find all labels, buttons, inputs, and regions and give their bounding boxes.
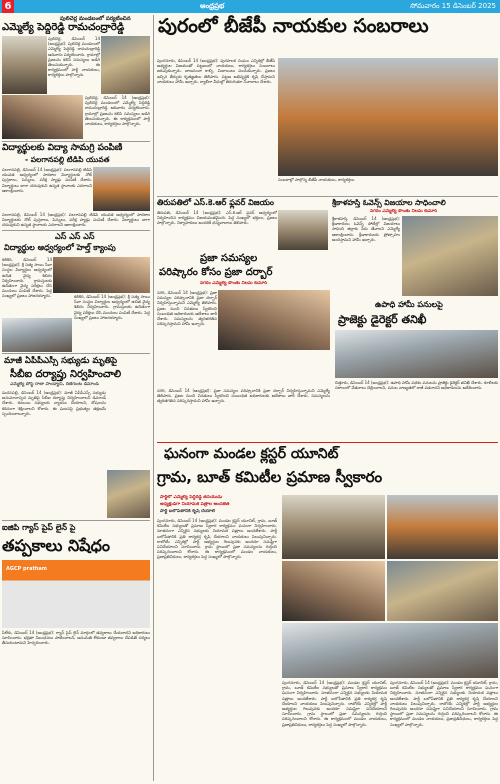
banner-sub3: పార్టీ బలోపేతానికి కృషి చేయాలి [160,509,216,514]
banner-photo-5 [282,623,498,678]
banner-body: పుంగనూరు, డిసెంబర్ 14 (ఆంధ్రప్రభ): మండల క్లస్టర్ యూనిట్, గ్రామ, బూత్ కమిటీల సభ్యులతో ప్రమాణ స్వీకార కార్యక్రమం ఘనంగా నిర్వహించారు. నూతనంగా ఎన్నికైన సభ్యులకు నియామక పత్రాలు అందజేశారు. పార్టీ బలోపేతానికి ప్రతి కార్యకర్త కృషి చేయాలని నాయకులు పిలుపునిచ్చారు. రాబోయే ఎన్నికల్లో పార్టీ అభ్యర్థుల గెలుపునకు అందరూ సమష్టిగా పనిచేయాలని సూచించారు. గ్రామ స్థాయిలో ప్రజా సమస్యలను గుర్తించి పరిష్కరించాలని కోరారు. ఈ కార్యక్రమంలో మండల నాయకులు, ప్రజాప్రతినిధులు, కార్యకర్తలు పెద్ద సంఖ్యలో పాల్గొన్నారు. [157,518,277,560]
gas-station-photo [2,560,150,628]
lead-caption: సంబరాల్లో పాల్గొన్న బీజేపీ నాయకులు, కార్యకర్తలు [278,177,355,182]
story1-photo-bottom [2,95,83,139]
story4-photo [107,470,150,518]
banner-sub2: అధ్యక్షుడిగా నియామక పత్రాల అందజేత [160,502,230,507]
story2-body: పలగానపల్లి, డిసెంబర్ 14 (ఆంధ్రప్రభ): పలగానపల్లి టిడిపి యువత ఆధ్వర్యంలో పాఠశాల విద్యార్థులకు నోట్ పుస్తకాలు, పెన్నులు, పరీక్ష ప్యాడ్లు పంపిణీ చేశారు. విద్యార్థులు బాగా చదువుకుని ఉన్నత స్థానాలకు ఎదగాలని ఆకాంక్షించారు. [2,167,92,193]
lead-body: పుంగనూరు, డిసెంబర్ 14 (ఆంధ్రప్రభ): పురపాలక సంఘం ఎన్నికల్లో బీజేపీ అభ్యర్థుల విజయంతో పట్టణంలో నాయకులు, కార్యకర్తలు సంబరాలు జరుపుకున్నారు. బాణసంచా కాల్చి, మిఠాయిలు పంచుకున్నారు. ప్రజలు ఇచ్చిన తీర్పుకు కృతజ్ఞతలు తెలిపారు. పట్టణ అభివృద్ధికి కృషి చేస్తామని నాయకులు హామీ ఇచ్చారు. ర్యాలీగా వీధుల్లో తిరుగుతూ నినాదాలు చేశారు. [157,58,275,84]
story3-photo-top [53,257,150,293]
banner-line2: గ్రామ, బూత్ కమిటీల ప్రమాణ స్వీకారం [157,468,383,486]
story-c-subhead: నగరం ఎమ్మెల్యే పొంతు నీలమ్ కుమార్ [200,281,268,286]
story-d-headline2: ప్రాజెక్టు డైరెక్టర్ తనిఖీ [338,313,427,326]
story-b-body: శ్రీకాళహస్తి, డిసెంబర్ 14 (ఆంధ్రప్రభ): క్రీడాకారులు ఓవెన్స్ పోటీల్లో విజయాలు సాధించి జిల్లాకు పేరు తేవాలని ఎమ్మెల్యే ఆకాంక్షించారు. క్రీడాకారులకు ప్రోత్సాహం అందిస్తామని హామీ ఇచ్చారు. [332,216,400,242]
story-d-headline1: ఉపాధి హామీ పనులపై [375,300,443,309]
story1-photo-right [101,36,150,94]
story-b-headline: శ్రీకాళహస్తి ఓవెన్స్ విజయాల సాధించాలి [332,198,446,207]
story-d-photo [335,330,498,378]
story1-kicker: పులిచెర్ల మండలంలో పర్యటించిన [60,16,131,22]
story-c-body: నగరి, డిసెంబర్ 14 (ఆంధ్రప్రభ): ప్రజా సమస్యల పరిష్కారానికి ప్రజా దర్బార్ నిర్వహిస్తున్నామని ఎమ్మెల్యే తెలిపారు. ప్రజల నుంచి వినతులు స్వీకరించి సంబంధిత అధికారులకు ఆదేశాలు జారీ చేశారు. సమస్యలను త్వరితగతిన పరిష్కరిస్తామని హామీ ఇచ్చారు. [157,290,217,327]
divider [2,520,150,521]
story-a-headline: తిరుపతిలో ఎస్.కె.ఆర్ ఫ్లవర్ విజయం [157,198,274,207]
story-a-photo [278,210,328,250]
story-b-subhead: నగరం ఎమ్మెల్యే పొంతు నీలమ్ కుమార్ [370,209,438,214]
banner-body-cont: పుంగనూరు, డిసెంబర్ 14 (ఆంధ్రప్రభ): మండల క్లస్టర్ యూనిట్, గ్రామ, బూత్ కమిటీల సభ్యులతో ప్రమాణ స్వీకార కార్యక్రమం ఘనంగా నిర్వహించారు. నూతనంగా ఎన్నికైన సభ్యులకు నియామక పత్రాలు అందజేశారు. పార్టీ బలోపేతానికి ప్రతి కార్యకర్త కృషి చేయాలని నాయకులు పిలుపునిచ్చారు. రాబోయే ఎన్నికల్లో పార్టీ అభ్యర్థుల గెలుపునకు అందరూ సమష్టిగా పనిచేయాలని సూచించారు. గ్రామ స్థాయిలో ప్రజా సమస్యలను గుర్తించి పరిష్కరించాలని కోరారు. ఈ కార్యక్రమంలో మండల నాయకులు, ప్రజాప్రతినిధులు, కార్యకర్తలు పెద్ద సంఖ్యలో పాల్గొన్నారు. [282,680,387,727]
story-c-headline2: పరిష్కారం కోసం ప్రజా దర్బార్ [159,267,273,278]
story-c-photo [218,290,330,350]
story3-headline1: ఎస్ ఎస్ ఎస్ [55,232,95,241]
story3-body: కలికిరి, డిసెంబర్ 14 (ఆంధ్రప్రభ): శ్రీ సత్య సాయి సేవా సంస్థల విద్యార్థుల ఆధ్వర్యంలో ఉచిత వైద్య శిబిరం నిర్వహించారు. గ్రామస్తులకు ఉచితంగా వైద్య పరీక్షలు చేసి మందులు పంపిణీ చేశారు. పెద్ద సంఖ్యలో ప్రజలు హాజరయ్యారు. [2,257,52,299]
story2-subhead: - పలగానపల్లి టిడిపి యువత [25,155,110,164]
story1-photo-left [2,36,47,94]
column-divider [153,15,154,781]
story1-caption: పులిచెర్ల, డిసెంబర్ 14 (ఆంధ్రప్రభ): పులిచెర్ల మండలంలో ఎమ్మెల్యే పెద్దిరెడ్డి రామచంద్రారెడ్డి ఆదివారం పర్యటించారు. గ్రామాల్లో ప్రజలను కలిసి సమస్యలు అడిగి తెలుసుకున్నారు. ఈ కార్యక్రమంలో పార్టీ నాయకులు, కార్యకర్తలు పాల్గొన్నారు. [85,95,150,127]
divider [2,230,150,231]
lead-photo [278,58,498,176]
banner-photo-4 [387,561,498,621]
story-c-headline1: ప్రజా సమస్యల [200,253,258,264]
date-line: సోమవారం 15 డిసెంబర్ 2025 [410,2,496,10]
banner-photo-1 [282,495,385,559]
story5-headline: తప్పకాలు నిషేధం [2,536,110,555]
divider [157,442,498,443]
story2-body-cont: పలగానపల్లి, డిసెంబర్ 14 (ఆంధ్రప్రభ): పలగానపల్లి టిడిపి యువత ఆధ్వర్యంలో పాఠశాల విద్యార్థులకు నోట్ పుస్తకాలు, పెన్నులు, పరీక్ష ప్యాడ్లు పంపిణీ చేశారు. విద్యార్థులు బాగా చదువుకుని ఉన్నత స్థానాలకు ఎదగాలని ఆకాంక్షించారు. [2,212,150,228]
banner-body-cont2: పుంగనూరు, డిసెంబర్ 14 (ఆంధ్రప్రభ): మండల క్లస్టర్ యూనిట్, గ్రామ, బూత్ కమిటీల సభ్యులతో ప్రమాణ స్వీకార కార్యక్రమం ఘనంగా నిర్వహించారు. నూతనంగా ఎన్నికైన సభ్యులకు నియామక పత్రాలు అందజేశారు. పార్టీ బలోపేతానికి ప్రతి కార్యకర్త కృషి చేయాలని నాయకులు పిలుపునిచ్చారు. రాబోయే ఎన్నికల్లో పార్టీ అభ్యర్థుల గెలుపునకు అందరూ సమష్టిగా పనిచేయాలని సూచించారు. గ్రామ స్థాయిలో ప్రజా సమస్యలను గుర్తించి పరిష్కరించాలని కోరారు. ఈ కార్యక్రమంలో మండల నాయకులు, ప్రజాప్రతినిధులు, కార్యకర్తలు పెద్ద సంఖ్యలో పాల్గొన్నారు. [390,680,498,727]
story3-caption: కలికిరి, డిసెంబర్ 14 (ఆంధ్రప్రభ): శ్రీ సత్య సాయి సేవా సంస్థల విద్యార్థుల ఆధ్వర్యంలో ఉచిత వైద్య శిబిరం నిర్వహించారు. గ్రామస్తులకు ఉచితంగా వైద్య పరీక్షలు చేసి మందులు పంపిణీ చేశారు. పెద్ద సంఖ్యలో ప్రజలు హాజరయ్యారు. [74,294,150,320]
story1-headline: ఎమ్మెల్యే పెద్దిరెడ్డి రామచంద్రారెడ్డి [2,22,125,33]
divider [2,353,150,354]
banner-photo-3 [282,561,385,621]
banner-photo-2 [387,495,498,559]
story2-photo [93,167,150,211]
paper-name: ఆంధ్రప్రభ [200,2,225,10]
divider [157,196,498,197]
story3-photo-bottom [2,318,72,352]
story4-body: మదనపల్లి, డిసెంబర్ 14 (ఆంధ్రప్రభ): మాజీ ఏపీపీఎస్సీ సభ్యుడు అనుమానాస్పద మృతిపై సీబీఐ దర్యాప్తు నిర్వహించాలని డిమాండ్ చేశారు. కుటుంబ సభ్యులకు న్యాయం చేయాలని, దోషులను కఠినంగా శిక్షించాలని కోరారు. ఈ ఘటనపై ప్రభుత్వం తక్షణమే స్పందించాలన్నారు. [2,390,106,416]
story-b-photo [402,216,498,296]
story2-headline: విద్యార్థులకు విద్యా సామగ్రి పంపిణీ [2,143,123,153]
story4-headline1: మాజీ ఏపీపీఎస్సీ సభ్యుడు మృతిపై [4,356,118,366]
story3-headline2: విద్యార్థుల ఆధ్వర్యంలో హెల్త్ క్యాంపు [4,243,116,252]
gas-station-sign: AGCP pratham [6,566,48,572]
story4-subhead: ఎమ్మెల్యే పోస్ట్ రాజా పాండ్యాచి, రేణిగుంట డిమాండ్ [10,382,99,387]
story-d-body: చిత్తూరు, డిసెంబర్ 14 (ఆంధ్రప్రభ): ఉపాధి హామీ పథకం పనులను ప్రాజెక్టు డైరెక్టర్ తనిఖీ చేశారు. కూలీలకు సకాలంలో వేతనాలు చెల్లించాలని, పనుల నాణ్యతలో రాజీ పడరాదని అధికారులను ఆదేశించారు. [335,380,498,391]
page-number: 6 [2,0,14,13]
story-a-body: తిరుపతి, డిసెంబర్ 14 (ఆంధ్రప్రభ): ఎస్.కె.ఆర్ ఫ్లవర్ ఆధ్వర్యంలో నిర్వహించిన కార్యక్రమం విజయవంతమైంది. పెద్ద సంఖ్యలో భక్తులు, ప్రజలు పాల్గొన్నారు. నిర్వాహకులు అందరికీ ధన్యవాదాలు తెలిపారు. [157,210,277,226]
story1-body: పులిచెర్ల, డిసెంబర్ 14 (ఆంధ్రప్రభ): పులిచెర్ల మండలంలో ఎమ్మెల్యే పెద్దిరెడ్డి రామచంద్రారెడ్డి ఆదివారం పర్యటించారు. గ్రామాల్లో ప్రజలను కలిసి సమస్యలు అడిగి తెలుసుకున్నారు. ఈ కార్యక్రమంలో పార్టీ నాయకులు, కార్యకర్తలు పాల్గొన్నారు. [48,36,100,78]
story-c-body-cont: నగరి, డిసెంబర్ 14 (ఆంధ్రప్రభ): ప్రజా సమస్యల పరిష్కారానికి ప్రజా దర్బార్ నిర్వహిస్తున్నామని ఎమ్మెల్యే తెలిపారు. ప్రజల నుంచి వినతులు స్వీకరించి సంబంధిత అధికారులకు ఆదేశాలు జారీ చేశారు. సమస్యలను త్వరితగతిన పరిష్కరిస్తామని హామీ ఇచ్చారు. [157,388,330,404]
story5-body: పీలేరు, డిసెంబర్ 14 (ఆంధ్రప్రభ): గ్యాస్ పైప్ లైన్ మార్గంలో తవ్వకాలు చేయరాదని అధికారులు సూచించారు. భద్రతా నిబంధనలు పాటించాలని, అనుమతి లేకుండా తవ్వకాలు చేపడితే చర్యలు తీసుకుంటామని హెచ్చరించారు. [2,630,150,646]
banner-line1: ఘనంగా మండల క్లస్టర్ యూనిట్ [164,446,339,462]
story4-headline2: సీబీఐ దర్యాప్తు నిర్వహించాలి [10,369,122,380]
story5-kicker: ఐజిపి గ్యాస్ పైప్ లైన్ పై [2,523,76,532]
divider [2,141,150,142]
lead-headline: పురంలో బీజేపీ నాయకుల సంబరాలు [158,15,429,37]
banner-sub1: పార్టీలో ఎమ్మెల్యే పెద్దిరెడ్డి తనయుడు [160,495,223,500]
